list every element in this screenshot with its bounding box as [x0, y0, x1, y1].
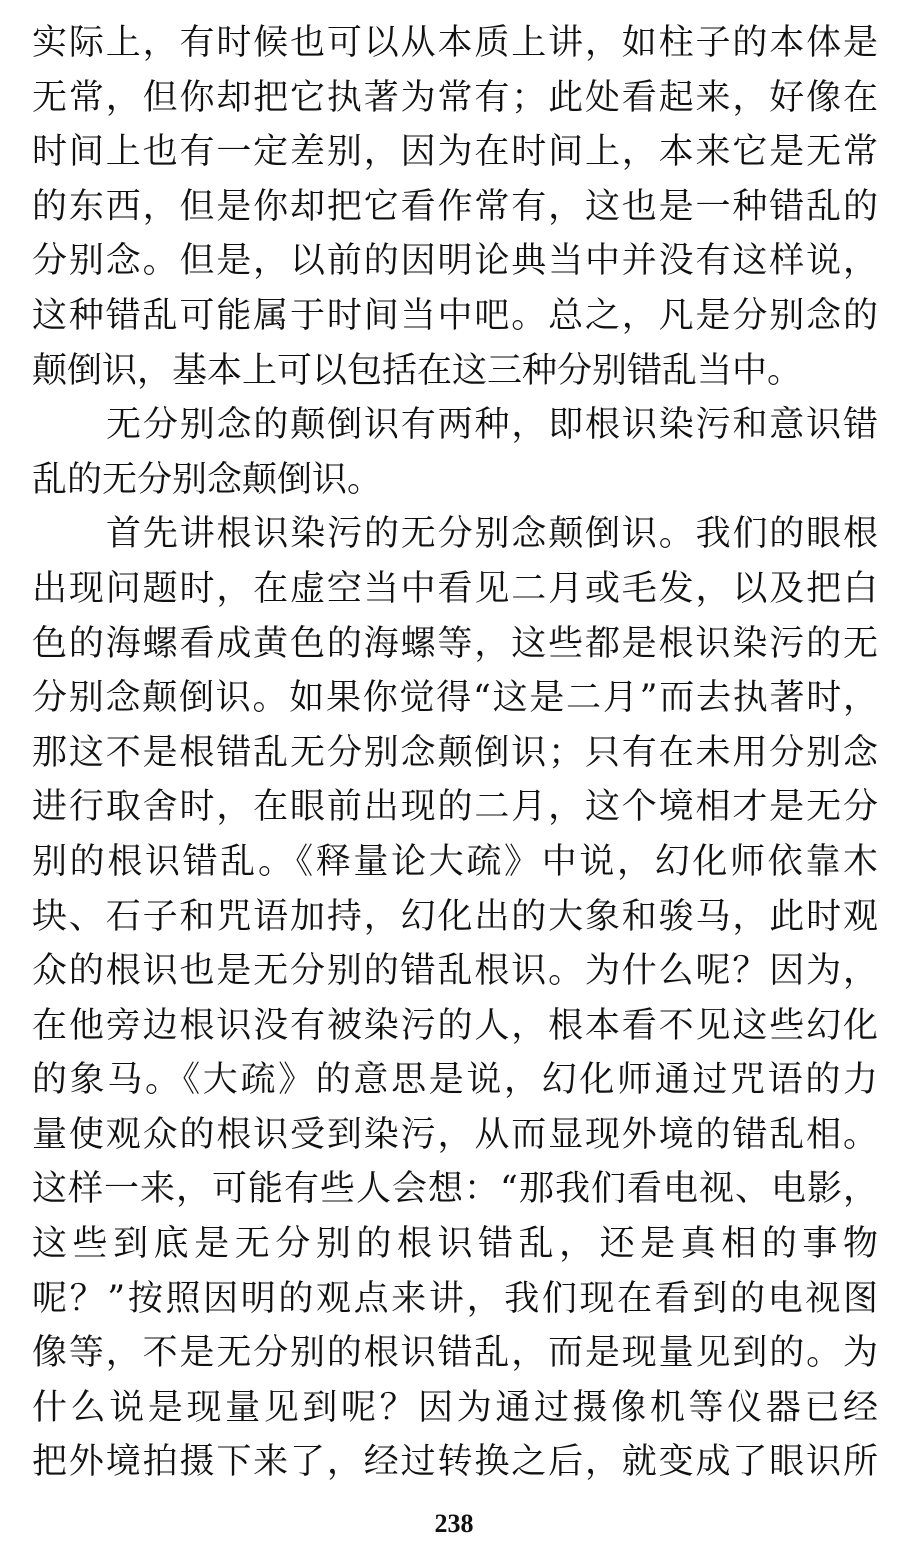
text-line: 什么说是现量见到呢？因为通过摄像机等仪器已经: [32, 1387, 878, 1428]
page-number: 238: [434, 1509, 474, 1538]
text-line: 像等，不是无分别的根识错乱，而是现量见到的。为: [32, 1333, 878, 1374]
text-line: 把外境拍摄下来了，经过转换之后，就变成了眼识所: [32, 1442, 878, 1483]
text-line: 的象马。《大疏》的意思是说，幻化师通过咒语的力: [32, 1060, 878, 1101]
text-line: 无常，但你却把它执著为常有；此处看起来，好像在: [32, 77, 878, 118]
text-line: 这样一来，可能有些人会想：“那我们看电视、电影，: [32, 1169, 878, 1210]
text-line: 那这不是根错乱无分别念颠倒识；只有在未用分别念: [32, 732, 878, 773]
text-line: 首先讲根识染污的无分别念颠倒识。我们的眼根: [106, 514, 878, 555]
text-line: 在他旁边根识没有被染污的人，根本看不见这些幻化: [32, 1005, 878, 1046]
text-line: 进行取舍时，在眼前出现的二月，这个境相才是无分: [32, 787, 878, 828]
text-line: 别的根识错乱。《释量论大疏》中说，幻化师依靠木: [32, 841, 878, 882]
text-line: 这些到底是无分别的根识错乱，还是真相的事物: [32, 1224, 878, 1265]
text-line: 乱的无分别念颠倒识。: [32, 459, 383, 500]
body-text: [32, 16, 878, 1490]
text-line: 分别念。但是，以前的因明论典当中并没有这样说，: [32, 241, 878, 282]
text-line: 分别念颠倒识。如果你觉得“这是二月”而去执著时，: [32, 678, 878, 719]
text-line: 的东西，但是你却把它看作常有，这也是一种错乱的: [32, 186, 878, 227]
text-line: 这种错乱可能属于时间当中吧。总之，凡是分别念的: [32, 295, 878, 336]
text-line: 量使观众的根识受到染污，从而显现外境的错乱相。: [32, 1114, 878, 1155]
text-line: 出现问题时，在虚空当中看见二月或毛发，以及把白: [32, 568, 878, 609]
text-line: 无分别念的颠倒识有两种，即根识染污和意识错: [106, 405, 878, 446]
text-line: 呢？”按照因明的观点来讲，我们现在看到的电视图: [32, 1278, 878, 1319]
text-line: 色的海螺看成黄色的海螺等，这些都是根识染污的无: [32, 623, 878, 664]
text-line: 众的根识也是无分别的错乱根识。为什么呢？因为，: [32, 951, 878, 992]
text-line: 颠倒识，基本上可以包括在这三种分别错乱当中。: [32, 350, 803, 391]
text-line: 时间上也有一定差别，因为在时间上，本来它是无常: [32, 132, 878, 173]
text-line: 实际上，有时候也可以从本质上讲，如柱子的本体是: [32, 23, 878, 63]
text-line: 块、石子和咒语加持，幻化出的大象和骏马，此时观: [32, 896, 878, 937]
